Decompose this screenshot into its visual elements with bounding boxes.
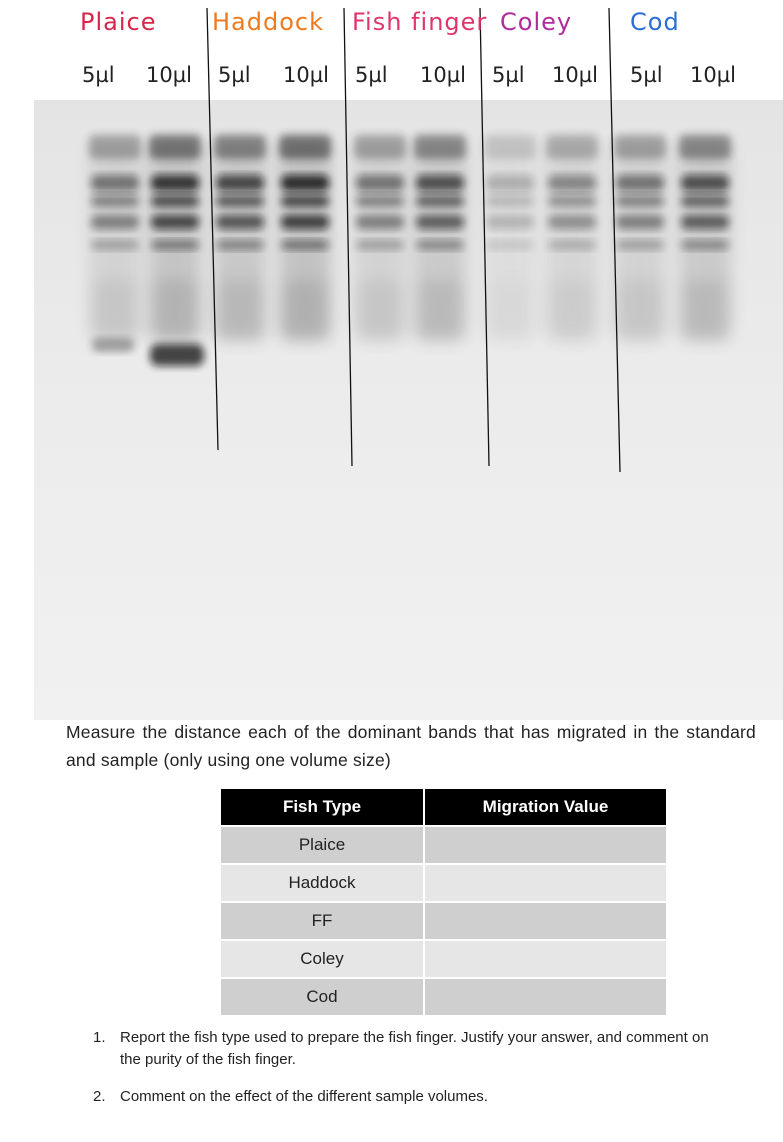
question-item (93, 1027, 713, 1071)
table-row (221, 827, 666, 863)
gel-lane (414, 135, 466, 340)
migration-value-cell[interactable] (425, 903, 666, 939)
fish-label: Plaice (80, 8, 157, 36)
volume-label: 5µl (355, 63, 388, 87)
fish-cell: FF (221, 903, 423, 939)
migration-value-cell[interactable] (425, 827, 666, 863)
fish-cell: Plaice (221, 827, 423, 863)
gel-lane (279, 135, 331, 340)
fish-label: Fish finger (352, 8, 488, 36)
table-row (221, 865, 666, 901)
gel-lane (679, 135, 731, 340)
header-fish-type: Fish Type (221, 789, 423, 825)
plaice-extra-band (150, 344, 204, 366)
question-text: Comment on the effect of the different sample volumes. (120, 1088, 488, 1105)
volume-label: 10µl (420, 63, 466, 87)
gel-background (34, 100, 783, 720)
fish-cell: Cod (221, 979, 423, 1015)
question-number: 2. (93, 1088, 106, 1105)
volume-label: 10µl (146, 63, 192, 87)
gel-lane (214, 135, 266, 340)
volume-label: 10µl (552, 63, 598, 87)
gel-lane (546, 135, 598, 340)
plaice-extra-band (92, 338, 134, 352)
fish-cell: Coley (221, 941, 423, 977)
fish-label: Cod (630, 8, 680, 36)
table-row (221, 903, 666, 939)
gel-lane (89, 135, 141, 340)
question-number: 1. (93, 1029, 106, 1046)
gel-lane (614, 135, 666, 340)
table-row (221, 941, 666, 977)
question-text: Report the fish type used to prepare the fish finger. Justify your answer, and comment on the purity of the fish finger. (120, 1029, 709, 1068)
volume-label: 5µl (492, 63, 525, 87)
volume-label: 10µl (690, 63, 736, 87)
migration-value-cell[interactable] (425, 979, 666, 1015)
table-row (221, 979, 666, 1015)
question-item (93, 1086, 713, 1108)
gel-lane (149, 135, 201, 340)
instruction-text: Measure the distance each of the dominant bands that has migrated in the standard and sample (only using one volume size) (66, 722, 756, 770)
table-header-row (221, 789, 666, 825)
gel-lane (484, 135, 536, 340)
question-list (93, 1027, 713, 1123)
fish-label: Haddock (212, 8, 324, 36)
volume-label: 5µl (82, 63, 115, 87)
fish-label: Coley (500, 8, 573, 36)
migration-value-cell[interactable] (425, 865, 666, 901)
migration-table (219, 787, 668, 1017)
volume-label: 5µl (630, 63, 663, 87)
header-migration-value: Migration Value (425, 789, 666, 825)
volume-label: 5µl (218, 63, 251, 87)
gel-lane (354, 135, 406, 340)
migration-value-cell[interactable] (425, 941, 666, 977)
fish-cell: Haddock (221, 865, 423, 901)
volume-label: 10µl (283, 63, 329, 87)
